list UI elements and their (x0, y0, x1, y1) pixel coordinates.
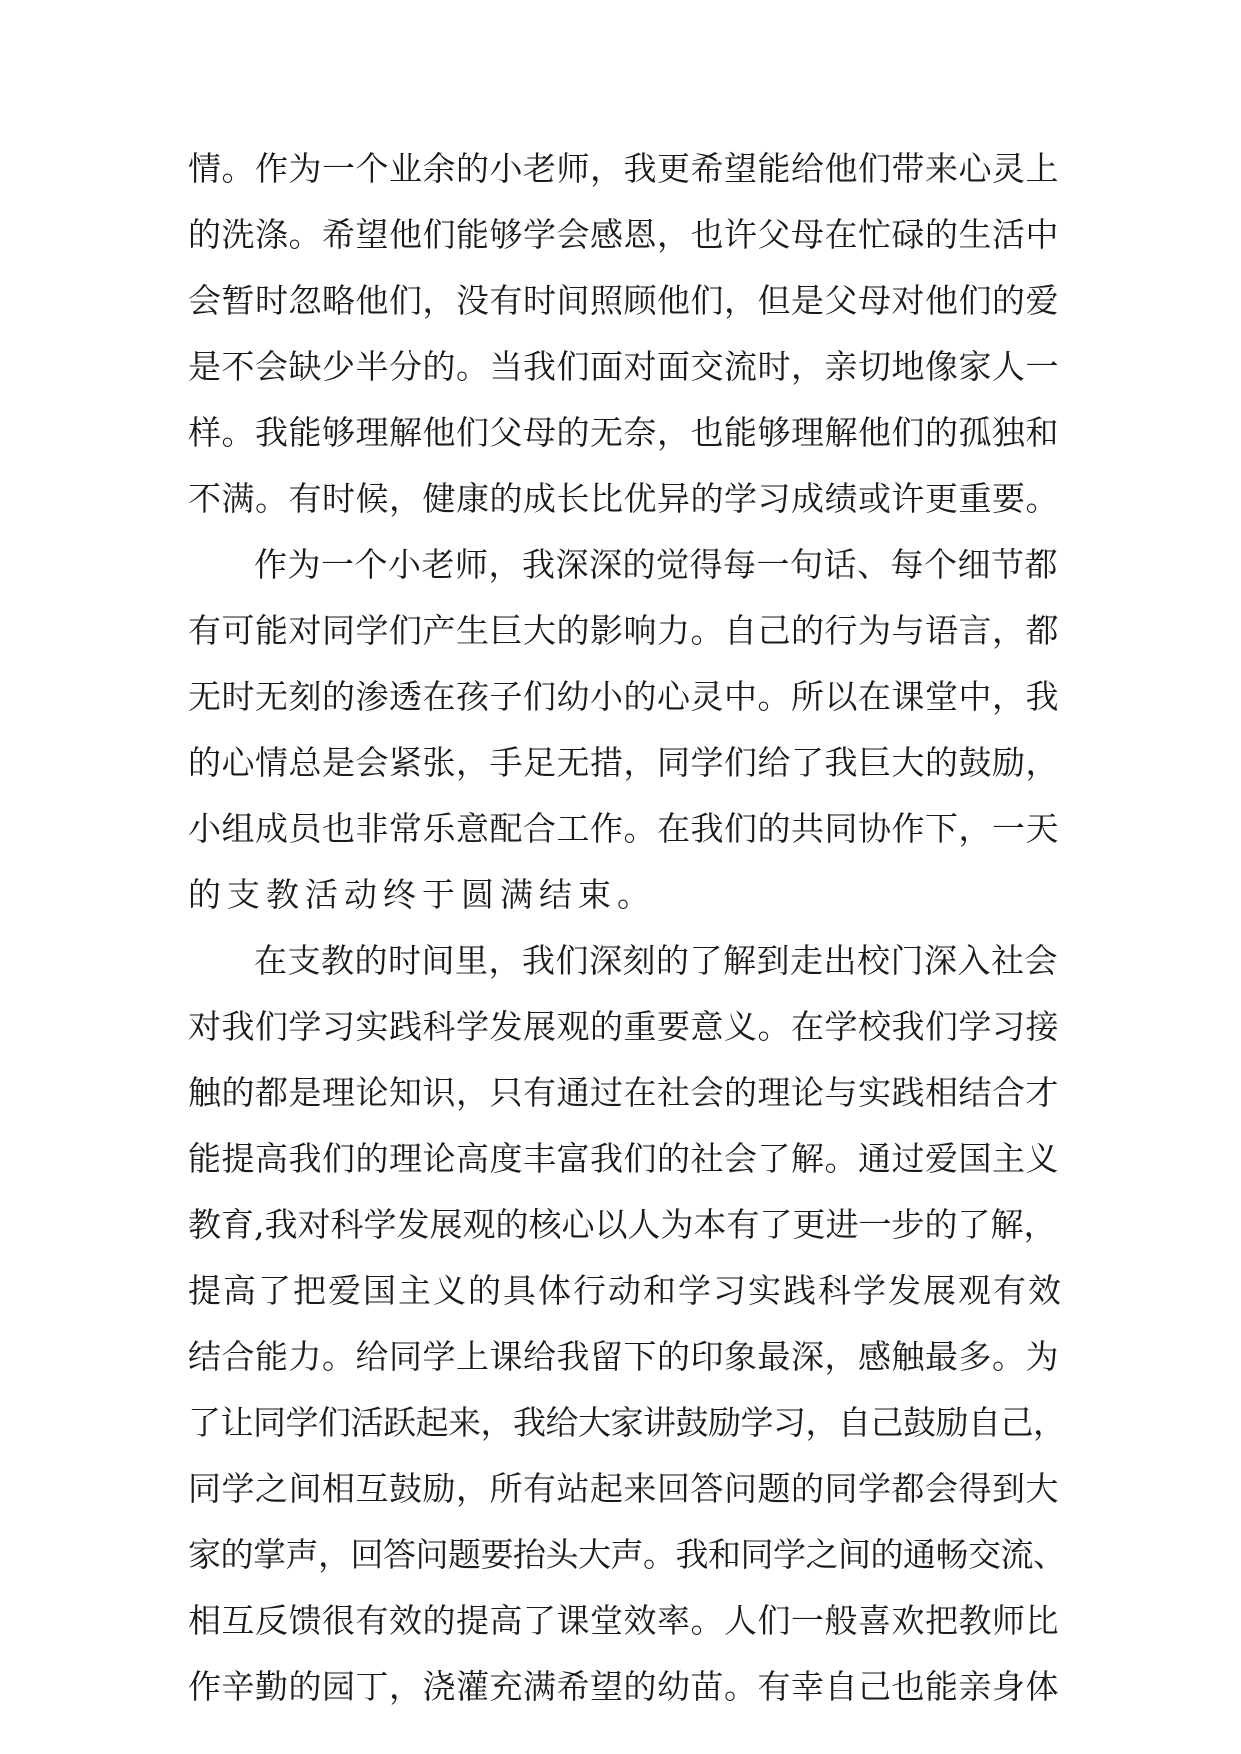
text-line: 对我们学习实践科学发展观的重要意义。在学校我们学习接 (188, 1007, 1059, 1046)
text-line: 有可能对同学们产生巨大的影响力。自己的行为与语言，都 (188, 611, 1059, 650)
text-line: 是不会缺少半分的。当我们面对面交流时，亲切地像家人一 (188, 347, 1059, 386)
text-line: 样。我能够理解他们父母的无奈，也能够理解他们的孤独和 (188, 413, 1059, 452)
text-line: 作为一个小老师，我深深的觉得每一句话、每个细节都 (254, 545, 1058, 584)
text-line: 在支教的时间里，我们深刻的了解到走出校门深入社会 (254, 941, 1058, 980)
document-body (188, 136, 1068, 1720)
text-line: 家的掌声，回答问题要抬头大声。我和同学之间的通畅交流、 (188, 1535, 1066, 1574)
text-line: 的心情总是会紧张，手足无措，同学们给了我巨大的鼓励， (188, 743, 1059, 782)
paragraph (188, 928, 1068, 1720)
paragraph (188, 532, 1068, 928)
text-line: 作辛勤的园丁，浇灌充满希望的幼苗。有幸自己也能亲身体 (188, 1667, 1059, 1706)
text-line: 触的都是理论知识，只有通过在社会的理论与实践相结合才 (188, 1073, 1059, 1112)
text-line: 同学之间相互鼓励，所有站起来回答问题的同学都会得到大 (188, 1469, 1059, 1508)
text-line: 提高了把爱国主义的具体行动和学习实践科学发展观有效 (188, 1271, 1063, 1310)
text-line: 的支教活动终于圆满结束。 (188, 875, 656, 914)
text-line: 情。作为一个业余的小老师，我更希望能给他们带来心灵上 (188, 149, 1059, 188)
paragraph (188, 136, 1068, 532)
text-line: 教育,我对科学发展观的核心以人为本有了更进一步的了解， (188, 1205, 1057, 1244)
text-line: 结合能力。给同学上课给我留下的印象最深，感触最多。为 (188, 1337, 1059, 1376)
text-line: 能提高我们的理论高度丰富我们的社会了解。通过爱国主义 (188, 1139, 1059, 1178)
text-line: 会暂时忽略他们，没有时间照顾他们，但是父母对他们的爱 (188, 281, 1059, 320)
text-line: 相互反馈很有效的提高了课堂效率。人们一般喜欢把教师比 (188, 1601, 1059, 1640)
text-line: 无时无刻的渗透在孩子们幼小的心灵中。所以在课堂中，我 (188, 677, 1059, 716)
text-line: 小组成员也非常乐意配合工作。在我们的共同协作下，一天 (188, 809, 1059, 848)
text-line: 了让同学们活跃起来，我给大家讲鼓励学习，自己鼓励自己， (188, 1403, 1066, 1442)
text-line: 的洗涤。希望他们能够学会感恩，也许父母在忙碌的生活中 (188, 215, 1059, 254)
text-line: 不满。有时候，健康的成长比优异的学习成绩或许更重要。 (188, 479, 1059, 518)
